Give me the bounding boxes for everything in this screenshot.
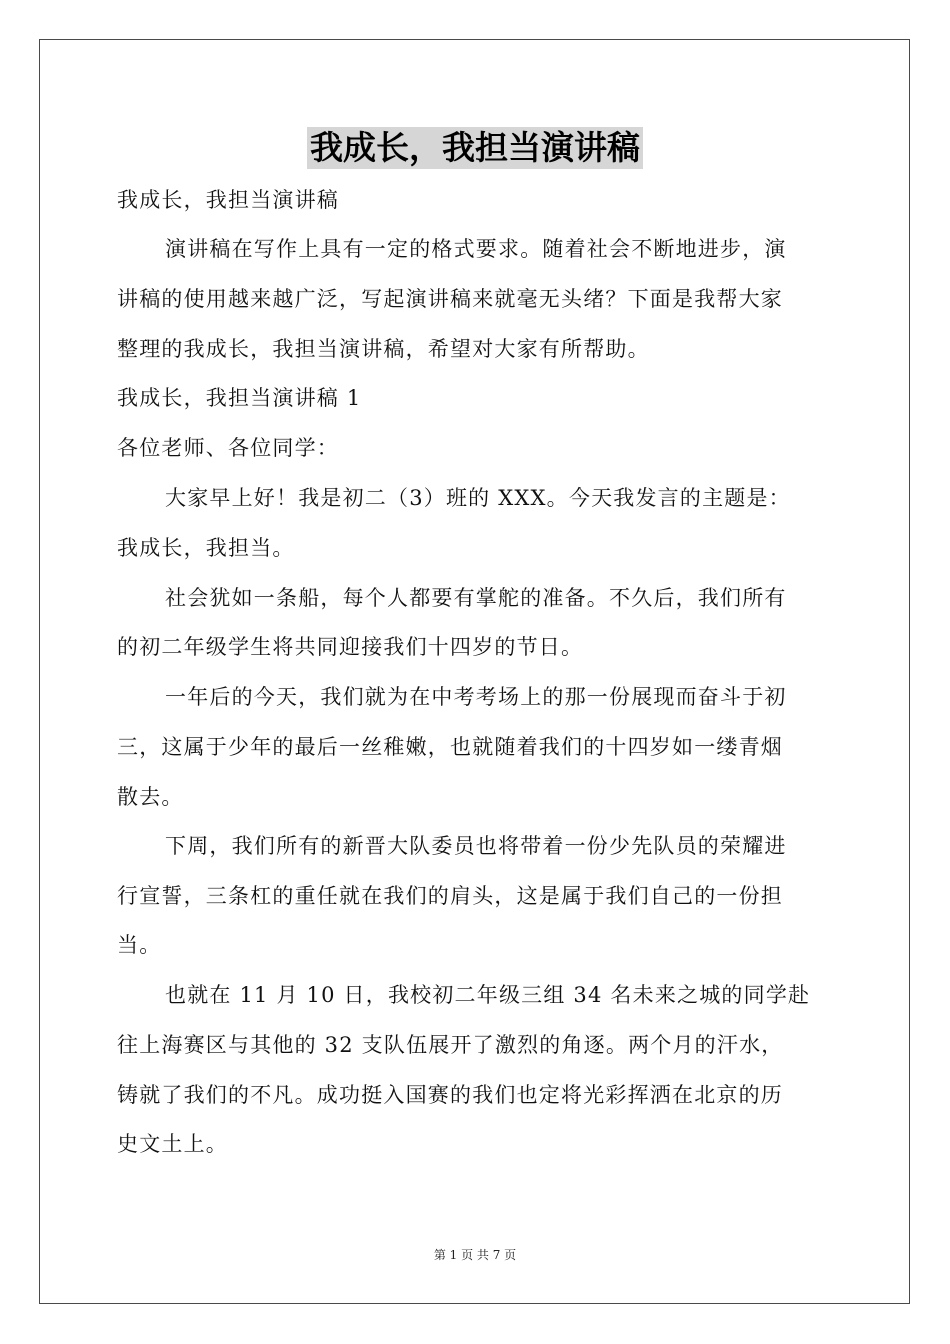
page-number-footer: 第 1 页 共 7 页	[433, 1248, 517, 1262]
salutation-line: 各位老师、各位同学：	[117, 436, 339, 460]
page-border	[39, 39, 910, 1304]
paragraph-line: 的初二年级学生将共同迎接我们十四岁的节日。	[117, 635, 584, 659]
subtitle-line: 我成长，我担当演讲稿	[117, 188, 339, 212]
paragraph-line: 一年后的今天，我们就为在中考考场上的那一份展现而奋斗于初	[165, 685, 787, 709]
paragraph-line: 往上海赛区与其他的 32 支队伍展开了激烈的角逐。两个月的汗水，	[117, 1033, 784, 1057]
paragraph-line: 史文土上。	[117, 1132, 228, 1156]
paragraph-line: 也就在 11 月 10 日，我校初二年级三组 34 名未来之城的同学赴	[165, 983, 811, 1007]
paragraph-line: 下周，我们所有的新晋大队委员也将带着一份少先队员的荣耀进	[165, 834, 787, 858]
paragraph-line: 行宣誓，三条杠的重任就在我们的肩头，这是属于我们自己的一份担	[117, 884, 783, 908]
paragraph-line: 散去。	[117, 785, 184, 809]
document-title: 我成长，我担当演讲稿	[307, 127, 643, 169]
paragraph-line: 当。	[117, 933, 162, 957]
paragraph-line: 社会犹如一条船，每个人都要有掌舵的准备。不久后，我们所有	[165, 586, 787, 610]
paragraph-line: 讲稿的使用越来越广泛，写起演讲稿来就毫无头绪？下面是我帮大家	[117, 287, 783, 311]
paragraph-line: 三，这属于少年的最后一丝稚嫩，也就随着我们的十四岁如一缕青烟	[117, 735, 783, 759]
paragraph-line: 铸就了我们的不凡。成功挺入国赛的我们也定将光彩挥洒在北京的历	[117, 1083, 783, 1107]
title-container	[0, 127, 950, 169]
section-heading: 我成长，我担当演讲稿 1	[117, 386, 362, 410]
paragraph-line: 演讲稿在写作上具有一定的格式要求。随着社会不断地进步，演	[165, 237, 787, 261]
paragraph-line: 我成长，我担当。	[117, 536, 295, 560]
paragraph-line: 整理的我成长，我担当演讲稿，希望对大家有所帮助。	[117, 337, 650, 361]
paragraph-line: 大家早上好！我是初二（3）班的 XXX。今天我发言的主题是：	[165, 486, 791, 510]
